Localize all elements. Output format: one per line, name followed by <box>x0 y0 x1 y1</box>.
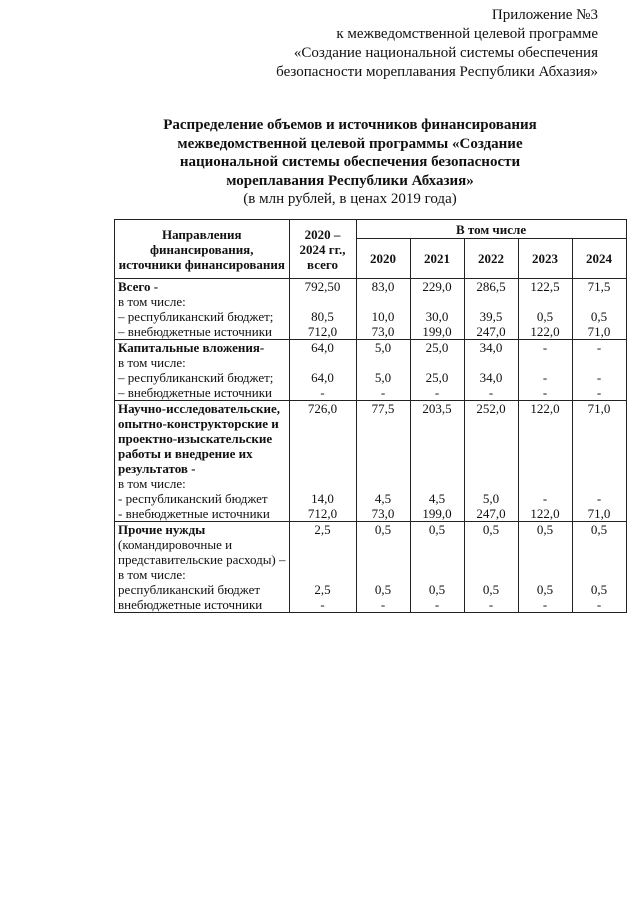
row-value <box>360 416 407 431</box>
row-value: - <box>488 597 494 612</box>
row-value: 4,5 <box>374 491 392 506</box>
header-year: 2024 <box>572 239 626 279</box>
row-label: – республиканский бюджет; <box>118 370 274 385</box>
row-value: 34,0 <box>479 370 503 385</box>
row-value: 712,0 <box>307 506 338 521</box>
row-label: (командировочные и <box>118 537 233 552</box>
row-value <box>522 476 569 491</box>
row-value <box>576 446 623 461</box>
value-cell <box>572 401 626 522</box>
table-section-row <box>115 401 627 522</box>
row-value <box>414 552 461 567</box>
row-value <box>576 294 623 309</box>
row-value <box>414 537 461 552</box>
row-value: 247,0 <box>476 324 506 339</box>
value-cell <box>518 279 572 340</box>
value-cell <box>572 522 626 613</box>
row-label: в том числе: <box>118 294 186 309</box>
label-cell <box>115 522 290 613</box>
row-value <box>360 461 407 476</box>
row-value: 0,5 <box>482 522 500 537</box>
row-value: 712,0 <box>307 324 338 339</box>
value-cell <box>410 401 464 522</box>
row-value: 64,0 <box>311 370 334 385</box>
row-label: Научно-исследовательские, <box>118 401 281 416</box>
row-value <box>576 537 623 552</box>
row-value <box>576 461 623 476</box>
appendix-line: «Создание национальной системы обеспечения <box>293 45 598 61</box>
row-value: - <box>596 385 602 400</box>
row-value <box>522 446 569 461</box>
row-value <box>522 537 569 552</box>
appendix-header <box>276 6 598 82</box>
row-value: 792,50 <box>304 279 341 294</box>
row-value: 71,0 <box>587 324 611 339</box>
row-value: - <box>596 491 602 506</box>
value-cell <box>410 279 464 340</box>
title-line: мореплавания Республики Абхазия» <box>226 172 474 189</box>
row-value <box>293 461 353 476</box>
row-value: 726,0 <box>307 401 338 416</box>
row-value <box>468 431 515 446</box>
row-value <box>293 355 353 370</box>
row-value <box>522 416 569 431</box>
row-value <box>468 355 515 370</box>
row-label: представительские расходы) – <box>118 552 286 567</box>
row-value: 5,0 <box>374 340 392 355</box>
row-label: – внебюджетные источники <box>118 385 272 400</box>
row-value <box>468 461 515 476</box>
row-value <box>468 416 515 431</box>
value-cell <box>356 340 410 401</box>
row-value: 4,5 <box>428 491 446 506</box>
table-body <box>115 279 627 613</box>
value-cell <box>464 279 518 340</box>
row-value: 14,0 <box>311 491 334 506</box>
label-cell <box>115 401 290 522</box>
row-value: 39,5 <box>479 309 503 324</box>
header-total: 2020 – 2024 гг., всего <box>289 220 356 279</box>
row-label: Капитальные вложения- <box>118 340 265 355</box>
title-line: национальной системы обеспечения безопасности <box>179 154 521 170</box>
value-cell <box>572 279 626 340</box>
appendix-line: Приложение №3 <box>491 7 598 23</box>
document-title <box>100 116 600 209</box>
row-value: 0,5 <box>374 522 392 537</box>
row-value: - <box>320 385 325 400</box>
row-value: 30,0 <box>425 309 449 324</box>
row-value: 71,0 <box>587 401 611 416</box>
row-value: 34,0 <box>479 340 503 355</box>
row-value: - <box>434 385 440 400</box>
row-value <box>360 355 407 370</box>
table-section-row <box>115 279 627 340</box>
row-value: 2,5 <box>314 522 331 537</box>
row-label: – внебюджетные источники <box>118 324 272 339</box>
row-label: внебюджетные источники <box>118 597 263 612</box>
row-value <box>522 431 569 446</box>
value-cell <box>518 522 572 613</box>
row-value: 5,0 <box>482 491 500 506</box>
row-value: 0,5 <box>428 522 446 537</box>
header-year: 2023 <box>518 239 572 279</box>
row-label: - внебюджетные источники <box>118 506 270 521</box>
row-value <box>414 416 461 431</box>
row-value <box>360 537 407 552</box>
row-value: 122,0 <box>530 324 560 339</box>
row-label: проектно-изыскательские <box>118 431 273 446</box>
row-value: - <box>542 370 548 385</box>
row-value <box>576 552 623 567</box>
row-value: - <box>596 370 602 385</box>
row-value: - <box>596 597 602 612</box>
table-section-row <box>115 340 627 401</box>
row-value <box>293 446 353 461</box>
appendix-line: к межведомственной целевой программе <box>336 26 598 42</box>
row-value: 73,0 <box>371 324 395 339</box>
row-value: 80,5 <box>311 309 334 324</box>
row-value <box>468 446 515 461</box>
value-cell <box>410 340 464 401</box>
label-cell <box>115 340 290 401</box>
value-cell <box>289 522 356 613</box>
row-label: Прочие нужды <box>118 522 206 537</box>
row-value <box>576 355 623 370</box>
row-value <box>414 567 461 582</box>
row-value <box>414 355 461 370</box>
row-label: в том числе: <box>118 567 186 582</box>
row-value <box>360 552 407 567</box>
funding-table <box>114 219 627 613</box>
row-value: 0,5 <box>590 309 608 324</box>
row-value <box>360 567 407 582</box>
row-value <box>576 567 623 582</box>
row-value: 199,0 <box>422 506 452 521</box>
row-value <box>293 294 353 309</box>
value-cell <box>518 401 572 522</box>
row-value: 2,5 <box>314 582 331 597</box>
row-label: работы и внедрение их <box>118 446 253 461</box>
row-value <box>414 461 461 476</box>
row-value <box>522 567 569 582</box>
table-section-row <box>115 522 627 613</box>
row-value: 0,5 <box>482 582 500 597</box>
row-value: - <box>488 385 494 400</box>
header-year: 2020 <box>356 239 410 279</box>
value-cell <box>289 401 356 522</box>
row-value: 0,5 <box>536 309 554 324</box>
row-label: результатов - <box>118 461 196 476</box>
value-cell <box>356 279 410 340</box>
row-value: 25,0 <box>425 370 449 385</box>
row-value <box>522 552 569 567</box>
title-line: межведомственной целевой программы «Создание <box>177 135 523 152</box>
row-value: 0,5 <box>428 582 446 597</box>
row-value <box>293 567 353 582</box>
row-value <box>360 446 407 461</box>
value-cell <box>464 401 518 522</box>
value-cell <box>356 522 410 613</box>
row-value: - <box>434 597 440 612</box>
row-value: - <box>380 597 386 612</box>
row-label: Всего - <box>118 279 159 294</box>
row-value: 5,0 <box>374 370 392 385</box>
row-label: – республиканский бюджет; <box>118 309 274 324</box>
label-cell <box>115 279 290 340</box>
row-value: 122,0 <box>530 401 560 416</box>
row-value <box>360 431 407 446</box>
row-value <box>414 446 461 461</box>
row-value <box>293 416 353 431</box>
row-value: 247,0 <box>476 506 506 521</box>
row-value: 71,0 <box>587 506 611 521</box>
row-value: 229,0 <box>422 279 452 294</box>
row-value: 73,0 <box>371 506 395 521</box>
row-value: 199,0 <box>422 324 452 339</box>
header-year: 2022 <box>464 239 518 279</box>
value-cell <box>464 522 518 613</box>
row-value <box>576 431 623 446</box>
header-direction: Направления финансирования, источники финансирования <box>115 220 290 279</box>
value-cell <box>518 340 572 401</box>
row-label: - республиканский бюджет <box>118 491 268 506</box>
appendix-line: безопасности мореплавания Республики Абхазия» <box>276 64 598 80</box>
row-value: 0,5 <box>590 522 608 537</box>
row-value <box>293 552 353 567</box>
row-value <box>576 416 623 431</box>
row-value: - <box>320 597 325 612</box>
row-value: 83,0 <box>371 279 395 294</box>
row-value: 122,5 <box>530 279 560 294</box>
header-group: В том числе <box>356 220 626 239</box>
row-value: 122,0 <box>530 506 560 521</box>
row-value: - <box>542 597 548 612</box>
value-cell <box>572 340 626 401</box>
row-value <box>414 431 461 446</box>
row-value: - <box>596 340 602 355</box>
row-value <box>468 537 515 552</box>
row-value: 71,5 <box>587 279 611 294</box>
row-value <box>576 476 623 491</box>
row-value: - <box>542 385 548 400</box>
row-value: 252,0 <box>476 401 506 416</box>
row-value <box>468 294 515 309</box>
row-value <box>468 567 515 582</box>
row-value <box>293 476 353 491</box>
value-cell <box>289 340 356 401</box>
row-value <box>414 476 461 491</box>
row-value <box>293 431 353 446</box>
row-value: 203,5 <box>422 401 452 416</box>
row-value: - <box>380 385 386 400</box>
row-value <box>414 294 461 309</box>
row-value: - <box>542 340 548 355</box>
row-label: опытно-конструкторские и <box>118 416 279 431</box>
row-value <box>522 461 569 476</box>
row-value <box>522 355 569 370</box>
row-value <box>360 476 407 491</box>
row-value <box>522 294 569 309</box>
row-value: 0,5 <box>590 582 608 597</box>
row-value: 77,5 <box>371 401 395 416</box>
row-label: республиканский бюджет <box>118 582 261 597</box>
title-line: Распределение объемов и источников финансирования <box>163 117 537 133</box>
row-value: 286,5 <box>476 279 506 294</box>
row-value: 0,5 <box>374 582 392 597</box>
row-value: 10,0 <box>371 309 395 324</box>
row-value: 0,5 <box>536 522 554 537</box>
row-value <box>293 537 353 552</box>
row-value <box>468 476 515 491</box>
row-value: 64,0 <box>311 340 334 355</box>
title-subtitle: (в млн рублей, в ценах 2019 года) <box>243 191 457 207</box>
row-value: 0,5 <box>536 582 554 597</box>
row-value: 25,0 <box>425 340 449 355</box>
header-year: 2021 <box>410 239 464 279</box>
row-value: - <box>542 491 548 506</box>
value-cell <box>356 401 410 522</box>
row-label: в том числе: <box>118 476 186 491</box>
row-label: в том числе: <box>118 355 186 370</box>
row-value <box>468 552 515 567</box>
value-cell <box>464 340 518 401</box>
value-cell <box>410 522 464 613</box>
value-cell <box>289 279 356 340</box>
row-value <box>360 294 407 309</box>
